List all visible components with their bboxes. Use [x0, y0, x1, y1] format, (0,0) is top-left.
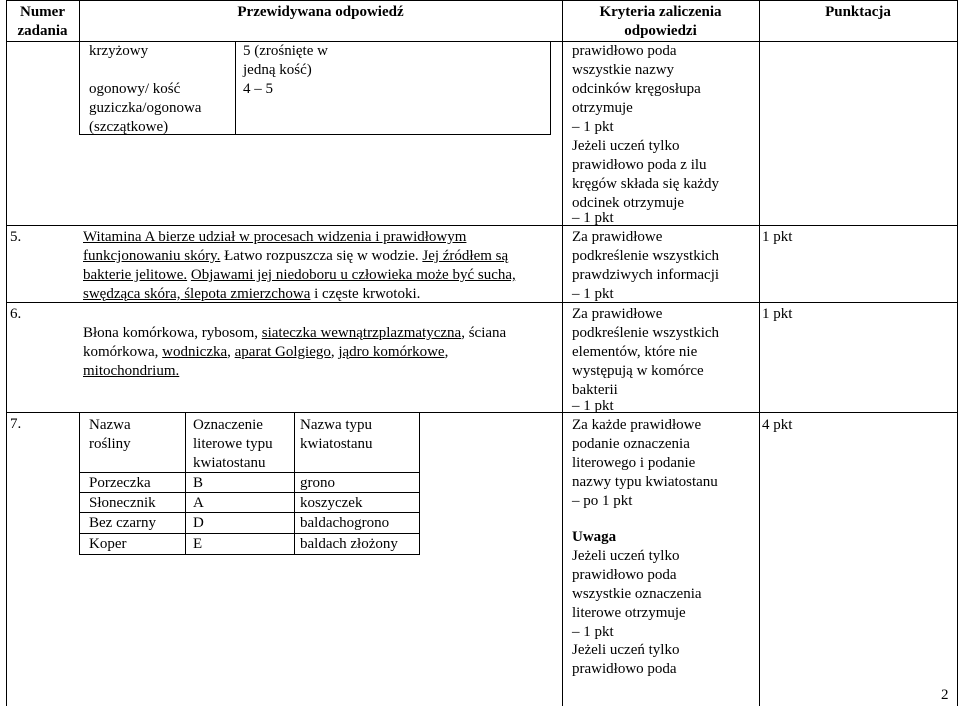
- q7-row2-plant: Słonecznik: [89, 495, 156, 511]
- q7-note-7: prawidłowo poda: [572, 661, 677, 677]
- q7-row2-symbol: A: [193, 495, 204, 511]
- q7-header-symbol-2: literowe typu: [193, 436, 273, 452]
- q7-criteria-4: nazwy typu kwiatostanu: [572, 474, 718, 490]
- header-answer: Przewidywana odpowiedź: [237, 4, 404, 20]
- q7-header-symbol-3: kwiatostanu: [193, 455, 266, 471]
- q7-row1-type: grono: [300, 475, 335, 491]
- spine-left-3: guziczka/ogonowa: [89, 100, 202, 116]
- table-top-border: [6, 0, 957, 1]
- q7-table-row3-bottom: [79, 533, 420, 534]
- q7-points: 4 pkt: [762, 417, 793, 433]
- table-left-border: [6, 0, 7, 706]
- header-criteria-line2: odpowiedzi: [624, 23, 697, 39]
- cont-criteria-1: prawidłowo poda: [572, 43, 677, 59]
- cont-criteria-10: – 1 pkt: [572, 210, 614, 226]
- header-bottom-border: [6, 41, 957, 42]
- spine-right-1: 5 (zrośnięte w: [243, 43, 328, 59]
- header-number-line1: Numer: [20, 4, 65, 20]
- q7-note-6: Jeżeli uczeń tylko: [572, 642, 680, 658]
- q7-row1-plant: Porzeczka: [89, 475, 151, 491]
- q6-criteria-4: występują w komórce: [572, 363, 704, 379]
- q7-note-4: literowe otrzymuje: [572, 605, 686, 621]
- q5-number: 5.: [10, 229, 22, 245]
- cont-criteria-2: wszystkie nazwy: [572, 62, 675, 78]
- col-divider-2: [562, 0, 563, 706]
- cont-criteria-6: Jeżeli uczeń tylko: [572, 138, 680, 154]
- q7-criteria-1: Za każde prawidłowe: [572, 417, 702, 433]
- q7-row4-symbol: E: [193, 536, 203, 552]
- spine-right-2: jedną kość): [243, 62, 312, 78]
- header-criteria-line1: Kryteria zaliczenia: [599, 4, 722, 20]
- q7-note-title: Uwaga: [572, 529, 617, 545]
- q5-criteria-2: podkreślenie wszystkich: [572, 248, 720, 264]
- q6-criteria-3: elementów, które nie: [572, 344, 698, 360]
- q5-line-4: swędząca skóra, ślepota zmierzchowa i częste krwotoki.: [83, 286, 421, 302]
- spine-left-2: ogonowy/ kość: [89, 81, 181, 97]
- q5-criteria-3: prawdziwych informacji: [572, 267, 720, 283]
- q6-points: 1 pkt: [762, 306, 793, 322]
- inner-table-left: [79, 41, 80, 134]
- inner-table-mid: [235, 41, 236, 134]
- q6-criteria-2: podkreślenie wszystkich: [572, 325, 720, 341]
- q5-criteria-1: Za prawidłowe: [572, 229, 663, 245]
- q7-header-type-1: Nazwa typu: [300, 417, 373, 433]
- q7-number: 7.: [10, 416, 22, 432]
- cont-criteria-8: kręgów składa się każdy: [572, 176, 720, 192]
- q7-header-plant-2: rośliny: [89, 436, 131, 452]
- header-number-line2: zadania: [17, 23, 68, 39]
- q7-header-type-2: kwiatostanu: [300, 436, 373, 452]
- q7-table-bottom: [79, 554, 420, 555]
- row-border-cont: [6, 225, 957, 226]
- table-right-border: [957, 0, 958, 706]
- spine-left-1: krzyżowy: [89, 43, 149, 59]
- cont-criteria-3: odcinków kręgosłupa: [572, 81, 701, 97]
- q7-criteria-5: – po 1 pkt: [572, 493, 633, 509]
- q5-line-3: bakterie jelitowe. Objawami jej niedoboru u człowieka może być sucha,: [83, 267, 516, 283]
- row-border-q6: [6, 412, 957, 413]
- q7-criteria-3: literowego i podanie: [572, 455, 696, 471]
- header-points: Punktacja: [825, 4, 891, 20]
- q7-row4-plant: Koper: [89, 536, 127, 552]
- col-divider-3: [759, 0, 760, 706]
- cont-criteria-4: otrzymuje: [572, 100, 633, 116]
- page-number: 2: [941, 687, 949, 703]
- q7-note-5: – 1 pkt: [572, 624, 614, 640]
- q6-criteria-5: bakterii: [572, 382, 618, 398]
- q7-header-plant-1: Nazwa: [89, 417, 131, 433]
- q6-number: 6.: [10, 306, 22, 322]
- q5-line-1: Witamina A bierze udział w procesach widzenia i prawidłowym: [83, 229, 467, 245]
- q7-note-3: wszystkie oznaczenia: [572, 586, 702, 602]
- q6-criteria-1: Za prawidłowe: [572, 306, 663, 322]
- spine-right-3: 4 – 5: [243, 81, 273, 97]
- q7-note-1: Jeżeli uczeń tylko: [572, 548, 680, 564]
- cont-criteria-5: – 1 pkt: [572, 119, 614, 135]
- q7-header-symbol-1: Oznaczenie: [193, 417, 263, 433]
- q7-row3-symbol: D: [193, 515, 204, 531]
- inner-table-right: [550, 41, 551, 134]
- q5-points: 1 pkt: [762, 229, 793, 245]
- q7-row4-type: baldach złożony: [300, 536, 398, 552]
- q7-row1-symbol: B: [193, 475, 204, 491]
- q6-criteria-6: – 1 pkt: [572, 398, 614, 414]
- q6-line-2: komórkowa, wodniczka, aparat Golgiego, jądro komórkowe,: [83, 344, 449, 360]
- cont-criteria-7: prawidłowo poda z ilu: [572, 157, 707, 173]
- q6-line-1: Błona komórkowa, rybosom, siateczka wewnątrzplazmatyczna, ściana: [83, 325, 507, 341]
- q7-row3-plant: Bez czarny: [89, 515, 157, 531]
- q7-row2-type: koszyczek: [300, 495, 363, 511]
- cont-criteria-9: odcinek otrzymuje: [572, 195, 685, 211]
- spine-left-4: (szczątkowe): [89, 119, 169, 135]
- q5-line-2: funkcjonowaniu skóry. Łatwo rozpuszcza się w wodzie. Jej źródłem są: [83, 248, 509, 264]
- q5-criteria-4: – 1 pkt: [572, 286, 614, 302]
- q7-note-2: prawidłowo poda: [572, 567, 677, 583]
- q6-line-3: mitochondrium.: [83, 363, 180, 379]
- q7-row3-type: baldachogrono: [300, 515, 390, 531]
- q7-criteria-2: podanie oznaczenia: [572, 436, 690, 452]
